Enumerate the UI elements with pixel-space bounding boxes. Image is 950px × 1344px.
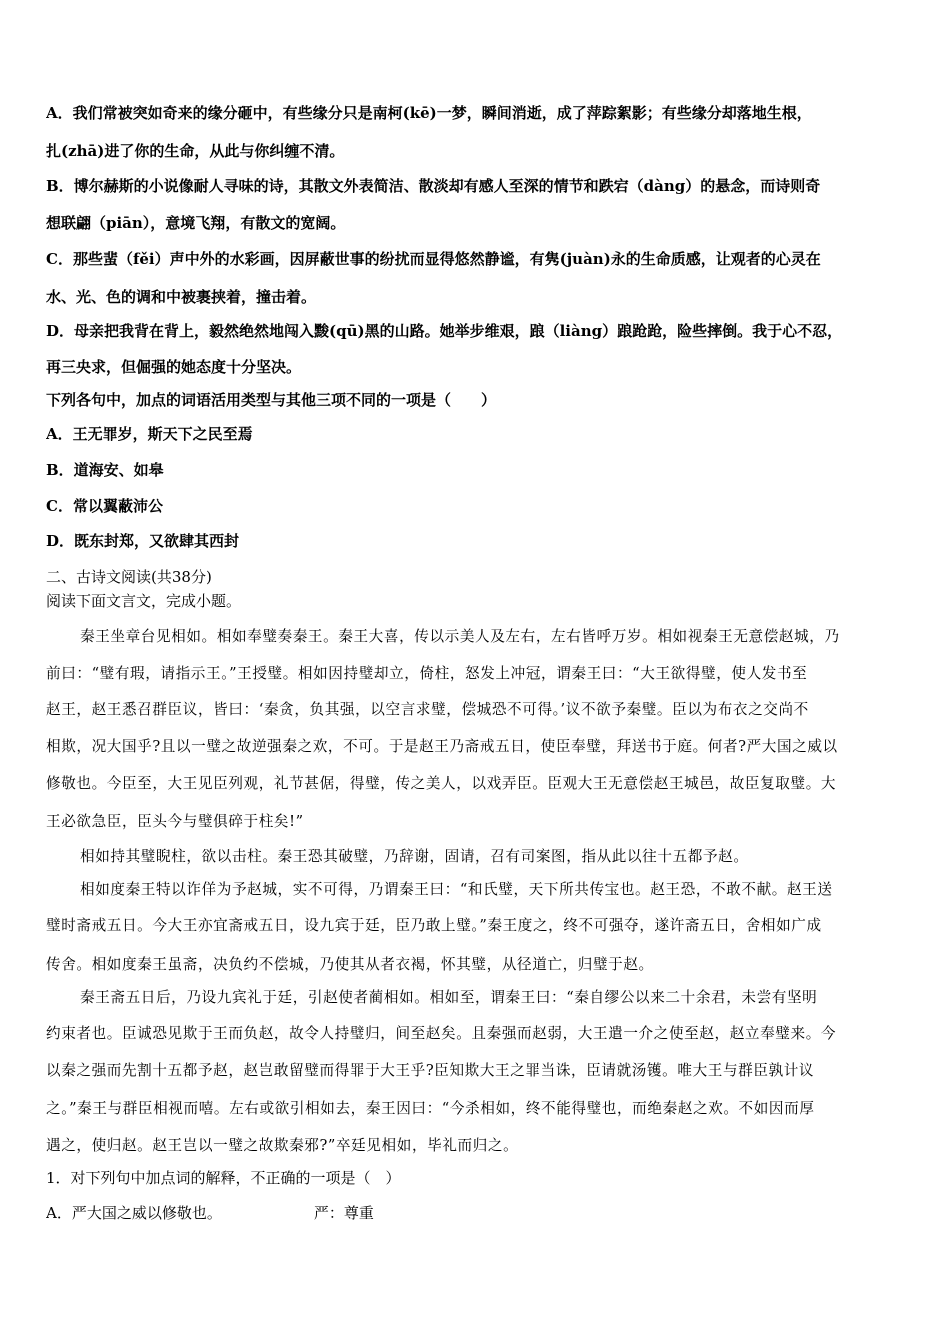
subquestion-option-a-text: A．严大国之威以修敬也。 bbox=[46, 1204, 222, 1222]
question-stem: 下列各句中，加点的词语活用类型与其他三项不同的一项是（ ） bbox=[46, 391, 497, 409]
option-c-line2: 水、光、色的调和中被裹挟着，撞击着。 bbox=[46, 288, 317, 306]
option-d-line2: 再三央求，但倔强的她态度十分坚决。 bbox=[46, 358, 302, 376]
passage-line: 王必欲急臣，臣头今与璧俱碎于柱矣!” bbox=[46, 813, 304, 830]
option-c-line1: C．那些蜚（fěi）声中外的水彩画，因屏蔽世事的纷扰而显得悠然静谧，有隽(juàn)永的生命质感，让观者的心灵在 bbox=[46, 250, 821, 268]
passage-line: 相欺，况大国乎?且以一璧之故逆强秦之欢，不可。于是赵王乃斋戒五日，使臣奉璧，拜送书于庭。何者?严大国之威以 bbox=[46, 738, 838, 755]
passage-line: 赵王，赵王悉召群臣议，皆曰：‘秦贪，负其强，以空言求璧，偿城恐不可得。’议不欲予秦璧。臣以为布衣之交尚不 bbox=[46, 701, 809, 718]
subquestion-stem: 1．对下列句中加点词的解释，不正确的一项是（ ） bbox=[46, 1169, 401, 1187]
passage-line: 璧时斋戒五日。今大王亦宜斋戒五日，设九宾于廷，臣乃敢上璧。”秦王度之，终不可强夺，遂许斋五日，舍相如广成 bbox=[46, 917, 822, 934]
question-option-d: D．既东封郑，又欲肆其西封 bbox=[46, 532, 240, 550]
question-option-a: A．王无罪岁，斯天下之民至焉 bbox=[46, 425, 253, 443]
question-option-c: C．常以翼蔽沛公 bbox=[46, 497, 163, 515]
passage-line: 相如度秦王特以诈佯为予赵城，实不可得，乃谓秦王曰：“和氏璧，天下所共传宝也。赵王恐，不敢不献。赵王送 bbox=[80, 881, 833, 898]
passage-line: 修敬也。今臣至，大王见臣列观，礼节甚倨，得璧，传之美人，以戏弄臣。臣观大王无意偿赵王城邑，故臣复取璧。大 bbox=[46, 775, 837, 792]
section-instruction: 阅读下面文言文，完成小题。 bbox=[46, 592, 242, 610]
passage-line: 秦王斋五日后，乃设九宾礼于廷，引赵使者蔺相如。相如至，谓秦王曰：“秦自缪公以来二十余君，未尝有坚明 bbox=[80, 989, 818, 1006]
option-a-line2: 扎(zhā)进了你的生命，从此与你纠缠不清。 bbox=[46, 142, 345, 160]
passage-line: 之。”秦王与群臣相视而嘻。左右或欲引相如去，秦王因曰：“今杀相如，终不能得璧也，而绝秦赵之欢。不如因而厚 bbox=[46, 1100, 815, 1117]
option-b-line1: B．博尔赫斯的小说像耐人寻味的诗，其散文外表简洁、散淡却有感人至深的情节和跌宕（dàng）的悬念，而诗则奇 bbox=[46, 177, 821, 195]
passage-line: 秦王坐章台见相如。相如奉璧奏秦王。秦王大喜，传以示美人及左右，左右皆呼万岁。相如视秦王无意偿赵城，乃 bbox=[80, 628, 840, 645]
section-heading: 二、古诗文阅读(共38分) bbox=[46, 568, 212, 586]
question-option-b: B．道海安、如皋 bbox=[46, 461, 164, 479]
passage-line: 传舍。相如度秦王虽斋，决负约不偿城，乃使其从者衣褐，怀其璧，从径道亡，归璧于赵。 bbox=[46, 956, 654, 973]
option-d-line1: D．母亲把我背在背上，毅然绝然地闯入黢(qū)黑的山路。她举步维艰，踉（liàng）踉跄跄，险些摔倒。我于心不忍， bbox=[46, 322, 843, 340]
passage-line: 以秦之强而先割十五都予赵，赵岂敢留璧而得罪于大王乎?臣知欺大王之罪当诛，臣请就汤镬。唯大王与群臣孰计议 bbox=[46, 1062, 815, 1079]
option-a-line1: A．我们常被突如奇来的缘分砸中，有些缘分只是南柯(kē)一梦，瞬间消逝，成了萍踪絮影；有些缘分却落地生根， bbox=[46, 104, 812, 122]
passage-line: 约束者也。臣诚恐见欺于王而负赵，故令人持璧归，间至赵矣。且秦强而赵弱，大王遣一介之使至赵，赵立奉璧来。今 bbox=[46, 1025, 837, 1042]
option-b-line2: 想联翩（piān），意境飞翔，有散文的宽阔。 bbox=[46, 214, 346, 232]
subquestion-option-a bbox=[46, 1202, 906, 1223]
passage-line: 相如持其璧睨柱，欲以击柱。秦王恐其破璧，乃辞谢，固请，召有司案图，指从此以往十五都予赵。 bbox=[80, 848, 749, 865]
passage-line: 遇之，使归赵。赵王岂以一璧之故欺秦邪?”卒廷见相如，毕礼而归之。 bbox=[46, 1137, 519, 1154]
passage-line: 前曰：“璧有瑕，请指示王。”王授璧。相如因持璧却立，倚柱，怒发上冲冠，谓秦王曰：“大王欲得璧，使人发书至 bbox=[46, 665, 808, 682]
subquestion-option-a-gloss: 严：尊重 bbox=[313, 1204, 374, 1222]
